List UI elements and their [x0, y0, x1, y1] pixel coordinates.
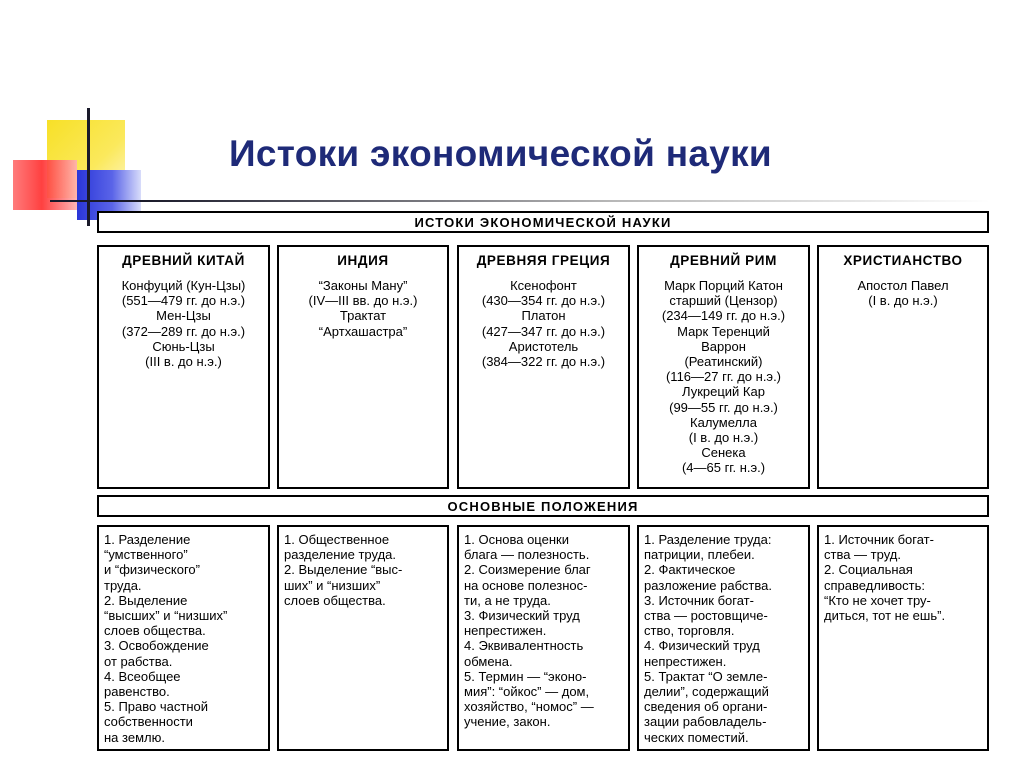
source-name-line: (IV—III вв. до н.э.)	[308, 293, 418, 309]
position-line: непрестижен.	[644, 653, 727, 669]
positions-column-ancient-china	[97, 525, 270, 751]
position-line: разложение рабства.	[644, 577, 772, 593]
position-line: учение, закон.	[464, 714, 551, 730]
source-name-line: Сенека	[701, 445, 746, 461]
source-name-line: Сюнь-Цзы	[152, 338, 215, 354]
position-line: 2. Выделение	[104, 592, 188, 608]
source-column-ancient-china	[97, 245, 270, 489]
position-line: ческих поместий.	[644, 729, 749, 745]
position-line: “Кто не хочет тру-	[824, 592, 931, 608]
source-name-line: (372—289 гг. до н.э.)	[121, 323, 246, 339]
position-line: ство, торговля.	[644, 623, 735, 639]
source-name-line: (430—354 гг. до н.э.)	[481, 293, 606, 309]
position-line: 4. Всеобщее	[104, 668, 181, 684]
source-name-line: Платон	[521, 308, 566, 324]
source-name-line: Калумелла	[690, 414, 757, 430]
positions-list	[639, 527, 808, 745]
position-line: слоев общества.	[104, 623, 206, 639]
position-line: на землю.	[104, 729, 165, 745]
column-heading: ИНДИЯ	[337, 253, 389, 268]
position-line: непрестижен.	[464, 623, 547, 639]
source-name-line: (116—27 гг. до н.э.)	[665, 369, 782, 385]
column-heading: ХРИСТИАНСТВО	[843, 253, 963, 268]
position-line: 2. Социальная	[824, 562, 913, 578]
position-line: собственности	[104, 714, 193, 730]
source-column-ancient-greece	[457, 245, 630, 489]
position-line: обмена.	[464, 653, 513, 669]
position-line: слоев общества.	[284, 592, 386, 608]
source-name-line: Мен-Цзы	[156, 308, 211, 324]
source-name-line: Трактат	[339, 308, 387, 324]
positions-header: ОСНОВНЫЕ ПОЛОЖЕНИЯ	[97, 495, 989, 517]
positions-column-ancient-rome	[637, 525, 810, 751]
positions-column-india	[277, 525, 449, 751]
position-line: 5. Термин — “эконо-	[464, 668, 587, 684]
source-name-line: “Законы Ману”	[318, 278, 408, 293]
source-name-line: Ксенофонт	[510, 278, 577, 293]
column-heading: ДРЕВНИЙ КИТАЙ	[122, 253, 245, 268]
source-name-line: (I в. до н.э.)	[868, 293, 938, 309]
position-line: сведения об органи-	[644, 699, 768, 715]
source-name-line: Конфуций (Кун-Цзы)	[121, 278, 246, 293]
decor-vertical-line	[87, 108, 90, 226]
source-name-line: (I в. до н.э.)	[688, 430, 759, 446]
source-name-line: Марк Порций Катон	[664, 278, 783, 293]
position-line: 1. Разделение труда:	[644, 532, 772, 547]
decor-horizontal-line	[50, 200, 990, 202]
position-line: равенство.	[104, 684, 170, 700]
position-line: 4. Физический труд	[644, 638, 760, 654]
position-line: разделение труда.	[284, 547, 397, 563]
source-name-line: (384—322 гг. до н.э.)	[481, 354, 606, 370]
position-line: 2. Соизмерение благ	[464, 562, 591, 578]
column-heading: ДРЕВНЯЯ ГРЕЦИЯ	[476, 253, 611, 268]
positions-column-ancient-greece	[457, 525, 630, 751]
source-name-line: Лукреций Кар	[682, 384, 765, 400]
position-line: ших” и “низших”	[284, 577, 381, 593]
positions-list	[279, 527, 447, 608]
position-line: 3. Освобождение	[104, 638, 209, 654]
position-line: справедливость:	[824, 577, 925, 593]
position-line: на основе полезнос-	[464, 577, 588, 593]
source-name-line: (III в. до н.э.)	[145, 354, 222, 370]
position-line: ства — ростовщиче-	[644, 608, 768, 624]
source-names	[279, 278, 447, 339]
source-names	[819, 278, 987, 308]
position-line: хозяйство, “номос” —	[464, 699, 594, 715]
source-name-line: (99—55 гг. до н.э.)	[669, 399, 778, 415]
decor-red-square	[13, 160, 77, 210]
position-line: и “физического”	[104, 562, 200, 578]
position-line: 3. Источник богат-	[644, 592, 754, 608]
position-line: 2. Фактическое	[644, 562, 736, 578]
source-name-line: “Артхашастра”	[318, 323, 408, 339]
source-column-christianity	[817, 245, 989, 489]
position-line: 1. Основа оценки	[464, 532, 569, 547]
positions-list	[819, 527, 987, 623]
source-column-india	[277, 245, 449, 489]
position-line: 1. Общественное	[284, 532, 390, 547]
source-name-line: Марк Теренций	[677, 323, 770, 339]
slide-title: Истоки экономической науки	[229, 133, 772, 174]
position-line: 1. Разделение	[104, 532, 191, 547]
position-line: 3. Физический труд	[464, 608, 580, 624]
source-name-line: Варрон	[701, 338, 746, 354]
position-line: патриции, плебеи.	[644, 547, 755, 563]
source-names	[99, 278, 268, 369]
source-names	[459, 278, 628, 369]
sources-header: ИСТОКИ ЭКОНОМИЧЕСКОЙ НАУКИ	[97, 211, 989, 233]
position-line: “высших” и “низших”	[104, 608, 228, 624]
source-name-line: Аристотель	[508, 338, 579, 354]
positions-column-christianity	[817, 525, 989, 751]
position-line: 5. Трактат “О земле-	[644, 668, 768, 684]
position-line: 2. Выделение “выс-	[284, 562, 403, 578]
position-line: от рабства.	[104, 653, 173, 669]
source-column-ancient-rome	[637, 245, 810, 489]
source-name-line: (427—347 гг. до н.э.)	[481, 323, 606, 339]
source-name-line: (4—65 гг. н.э.)	[681, 460, 766, 476]
position-line: ства — труд.	[824, 547, 901, 563]
position-line: мия”: “ойкос” — дом,	[464, 684, 590, 700]
position-line: труда.	[104, 577, 142, 593]
column-heading: ДРЕВНИЙ РИМ	[670, 253, 777, 268]
source-name-line: старший (Цензор)	[669, 293, 778, 309]
position-line: 5. Право частной	[104, 699, 208, 715]
position-line: 1. Источник богат-	[824, 532, 934, 547]
position-line: зации рабовладель-	[644, 714, 767, 730]
source-names	[639, 278, 808, 476]
position-line: 4. Эквивалентность	[464, 638, 584, 654]
position-line: ти, а не труда.	[464, 592, 551, 608]
source-name-line: (234—149 гг. до н.э.)	[661, 308, 786, 324]
source-name-line: (Реатинский)	[684, 354, 763, 370]
positions-list	[459, 527, 628, 730]
positions-list	[99, 527, 268, 745]
source-name-line: (551—479 гг. до н.э.)	[121, 293, 246, 309]
position-line: “умственного”	[104, 547, 188, 563]
position-line: диться, тот не ешь”.	[824, 608, 946, 624]
source-name-line: Апостол Павел	[857, 278, 949, 293]
position-line: блага — полезность.	[464, 547, 590, 563]
position-line: делии”, содержащий	[644, 684, 769, 700]
